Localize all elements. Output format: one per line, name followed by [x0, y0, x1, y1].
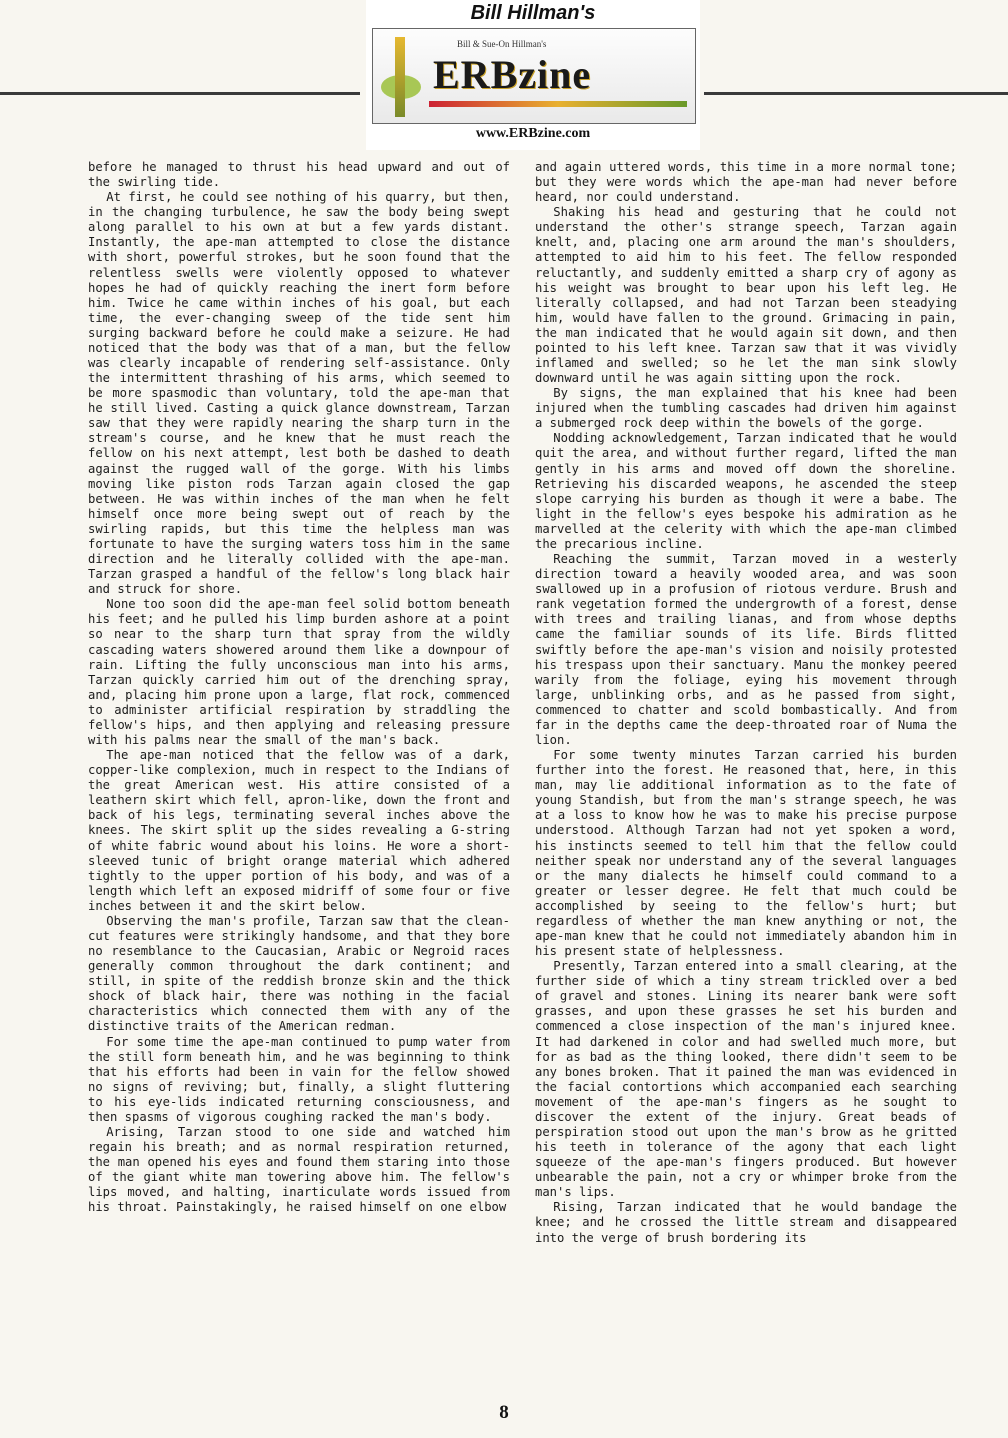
paragraph: Shaking his head and gesturing that he could not understand the other's strange speech, Tarzan again knelt, and, placing one arm around the man's shoulders, attempted to aid him to his feet. The fellow responded reluctantly, and suddenly emitted a sharp cry of agony as his weight was brought to bear upon his left leg. He literally collapsed, and had not Tarzan been steadying him, would have fallen to the ground. Grimacing in pain, the man indicated that he would again sit down, and then pointed to his left knee. Tarzan saw that it was vividly inflamed and swelled; so he let the man sink slowly downward until he was again sitting upon the rock.	[535, 205, 957, 386]
paragraph: At first, he could see nothing of his quarry, but then, in the changing turbulence, he saw the body being swept along parallel to his own at but a few yards distant. Instantly, the ape-man attempted to close the distance with short, powerful strokes, but he soon found that the relentless swells were violently opposed to whatever hopes he had of quickly reaching the inert form before him. Twice he came within inches of his goal, but each time, the ever-changing sweep of the tide sent him surging backward before he could make a seizure. He had noticed that the body was that of a man, but the fellow was clearly incapable of rendering self-assistance. Only the intermittent thrashing of his arms, which seemed to be more spasmodic than voluntary, told the ape-man that he still lived. Casting a quick glance downstream, Tarzan saw that they were rapidly nearing the sharp turn in the stream's course, and he knew that he must reach the fellow on his next attempt, lest both be dashed to death against the rugged wall of the gorge. With his limbs moving like piston rods Tarzan again closed the gap between. He was within inches of the man when he felt himself once more being swept out of reach by the swirling rapids, but this time the helpless man was fortunate to have the surging waters toss him in the same direction and he literally collided with the ape-man. Tarzan grasped a handful of the fellow's long black hair and struck for shore.	[88, 190, 510, 597]
tower-icon	[395, 37, 405, 117]
paragraph: For some time the ape-man continued to pump water from the still form beneath him, and he was beginning to think that his efforts had been in vain for the fellow showed no signs of reviving; but, finally, a slight fluttering to his eye-lids indicated returning consciousness, and then spasms of vigorous coughing racked the man's body.	[88, 1034, 510, 1124]
paragraph: Nodding acknowledgement, Tarzan indicated that he would quit the area, and without further regard, lifted the man gently in his arms and moved off down the shoreline. Retrieving his discarded weapons, he ascended the steep slope carrying his burden as though it were a babe. The light in the fellow's eyes bespoke his admiration as he marvelled at the celerity with which the ape-man climbed the precarious incline.	[535, 431, 957, 551]
paragraph: Arising, Tarzan stood to one side and watched him regain his breath; and as normal respiration returned, the man opened his eyes and found them staring into those of the giant white man towering above him. The fellow's lips moved, and halting, inarticulate words issued from his throat. Painstakingly, he raised himself on one elbow	[88, 1125, 510, 1215]
paragraph: For some twenty minutes Tarzan carried his burden further into the forest. He reasoned that, here, in this man, may lie additional information as to the fate of young Standish, but from the man's strange speech, he was at a loss to know how he was to make his precise purpose understood. Although Tarzan had not yet spoken a word, his instincts seemed to tell him that the fellow could neither speak nor understand any of the several languages or the many dialects he himself could command to a greater or lesser degree. He felt that much could be accomplished by seeing to the fellow's hurt; but regardless of whether the man knew anything or not, the ape-man knew that he could not immediately abandon him in his present state of helplessness.	[535, 748, 957, 959]
top-rule-left	[0, 92, 360, 95]
paragraph: By signs, the man explained that his knee had been injured when the tumbling cascades had driven him against a submerged rock deep within the bowels of the gorge.	[535, 386, 957, 431]
paragraph: Observing the man's profile, Tarzan saw that the clean-cut features were strikingly handsome, and that they bore no resemblance to the Caucasian, Arabic or Negroid races generally common throughout the dark continent; and still, in spite of the reddish bronze skin and the thick shock of black hair, there was nothing in the facial characteristics which connected them with any of the distinctive traits of the American redman.	[88, 913, 510, 1034]
site-url[interactable]: www.ERBzine.com	[475, 126, 591, 141]
header-title: Bill Hillman's	[470, 2, 596, 24]
paragraph: before he managed to thrust his head upward and out of the swirling tide.	[88, 160, 510, 190]
paragraph: Reaching the summit, Tarzan moved in a westerly direction toward a heavily wooded area, and was soon swallowed up in a profusion of riotous verdure. Brush and rank vegetation formed the undergrowth of a forest, dense with trees and trailing lianas, and from whose depths came the familiar sounds of its life. Birds flitted swiftly before the ape-man's vision and noisily protested his trespass upon their sanctuary. Manu the monkey peered warily from the foliage, eying his movement through large, unblinking orbs, and as he passed from sight, commenced to chatter and scold bombastically. And from far in the depths came the deep-throated roar of Numa the lion.	[535, 552, 957, 747]
page-number: 8	[499, 1402, 509, 1423]
paragraph: Presently, Tarzan entered into a small clearing, at the further side of which a tiny stream trickled over a bed of gravel and stones. Lining its nearer bank were soft grasses, and upon these grasses he set his burden and commenced a close inspection of the man's injured knee. It had darkened in color and had swelled much more, but for as bad as the thing looked, there didn't seem to be any bones broken. That it pained the man was evidenced in the facial contortions which accompanied each searching movement of the ape-man's fingers as he sought to discover the extent of the injury. Great beads of perspiration stood out upon the man's brow as he gritted his teeth in tolerance of the agony that each light squeeze of the ape-man's fingers produced. But however unbearable the pain, not a cry or whimper broke from the man's lips.	[535, 959, 957, 1200]
right-column	[535, 160, 957, 1246]
logo-underline	[429, 101, 687, 107]
paragraph: The ape-man noticed that the fellow was of a dark, copper-like complexion, much in respect to the Indians of the great American west. His attire consisted of a leathern skirt which fell, apron-like, down the front and back of his legs, terminating several inches above the knees. The skirt split up the sides revealing a G-string of white fabric wound about his loins. He wore a short-sleeved tunic of bright orange material which adhered tightly to the upper portion of his body, and was of a length which left an exposed midriff of some four or five inches between it and the skirt below.	[88, 748, 510, 913]
top-rule-right	[704, 92, 1008, 95]
paragraph: Rising, Tarzan indicated that he would bandage the knee; and he crossed the little stream and disappeared into the verge of brush bordering its	[535, 1200, 957, 1245]
erbzine-header	[366, 0, 700, 150]
left-column	[88, 160, 510, 1215]
erbzine-logo: ERBzine	[433, 52, 592, 97]
banner-subtitle: Bill & Sue-On Hillman's	[457, 39, 547, 49]
paragraph: and again uttered words, this time in a more normal tone; but they were words which the ape-man had never before heard, nor could understand.	[535, 160, 957, 205]
erbzine-logo-banner[interactable]	[372, 28, 696, 124]
paragraph: None too soon did the ape-man feel solid bottom beneath his feet; and he pulled his limp burden ashore at a point so near to the sharp turn that spray from the wildly cascading waters showered around them like a downpour of rain. Lifting the fully unconscious man into his arms, Tarzan quickly carried him out of the drenching spray, and, placing him prone upon a large, flat rock, commenced to administer artificial respiration by straddling the fellow's hips, and then applying and releasing pressure with his palms near the small of the man's back.	[88, 597, 510, 747]
